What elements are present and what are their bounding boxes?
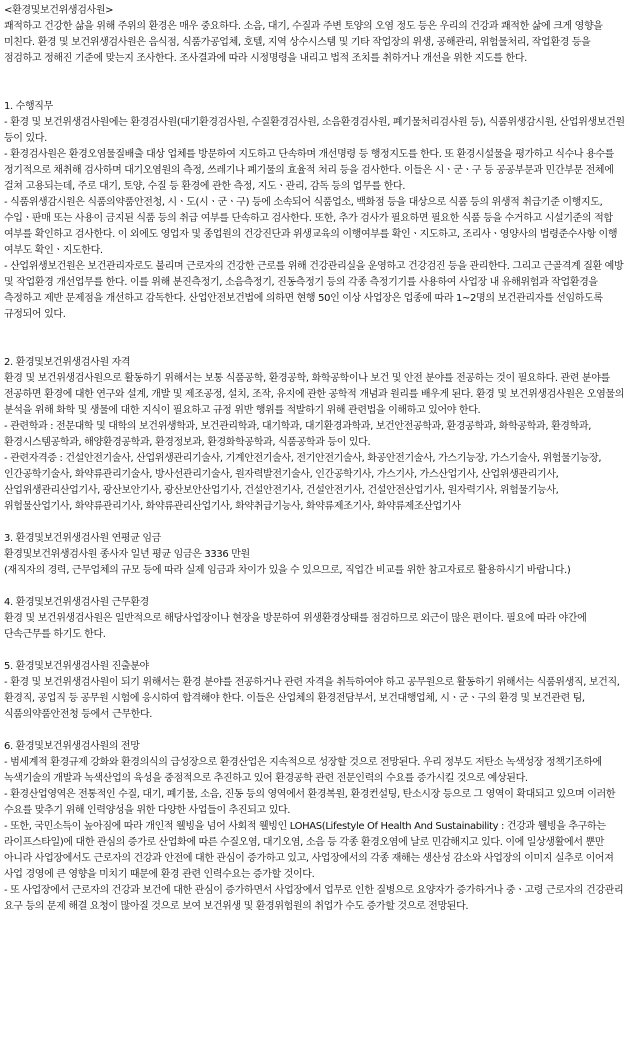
spacer — [4, 67, 626, 83]
section-heading-outlook: 6. 환경및보건위생검사원의 전망 — [4, 741, 140, 752]
outlook-paragraph: - 환경산업영역은 전통적인 수질, 대기, 폐기물, 소음, 진동 등의 영역에서 환경복원, 환경컨설팅, 탄소시장 등으로 그 영역이 확대되고 있으며 이러한 수요를 맞추기 위해 인력양성을 위한 다양한 사업들이 추진되고 있다. — [4, 789, 616, 816]
duties-paragraph: - 산업위생보건원은 보건관리자로도 불리며 근로자의 건강한 근로를 위해 건강관리실을 운영하고 건강검진 등을 관리한다. 그리고 근골격계 질환 예방 및 작업환경 개선업무를 한다. 이를 위해 분진측정기, 소음측정기, 진동측정기 등의 각종 측정기기를 사용하여 사업장 내 유해위험과 작업환경을 측정하고 제반 문제점을 개선하고 감독한다. 산업안전보건법에 의하면 현행 50인 이상 사업장은 업종에 따라 1~2명의 보건관리자를 선임하도록 규정되어 있다. — [4, 261, 624, 320]
outlook-paragraph: - 또한, 국민소득이 높아짐에 따라 개인적 웰빙을 넘어 사회적 웰빙인 LOHAS(Lifestyle Of Health And Sustainability : 건강과 웰빙을 추구하는 라이프스타일)에 대한 관심의 증가로 산업화에 따른 수질오염, 대기오염, 소음 등 각종 환경오염에 날로 민감해지고 있다. 이에 일상생활에서 뿐만 아니라 사업장에서도 근로자의 건강과 안전에 대한 관심이 증가하고 있고, 사업장에서의 각종 재해는 생산성 감소와 사업장의 이미지 실추로 이어져 사업 경영에 큰 영향을 미치기 때문에 환경 관련 인력수요는 증가할 것이다. — [4, 821, 614, 880]
career-fields-paragraph: - 환경 및 보건위생검사원이 되기 위해서는 환경 분야를 전공하거나 관련 자격을 취득하여야 하고 공무원으로 활동하기 위해서는 식품위생직, 보건직, 환경직, 공업직 등 공무원 시험에 응시하여 합격해야 한다. 이들은 산업체의 환경전담부서, 보건대행업체, 시ㆍ군ㆍ구의 환경 및 보건관련 팀, 식품의약품안전청 등에서 근무한다. — [4, 677, 620, 720]
duties-paragraph: - 식품위생감시원은 식품의약품안전청, 시ㆍ도(시ㆍ군ㆍ구) 등에 소속되어 식품업소, 백화점 등을 대상으로 식품 등의 위생적 취급기준 이행지도, 수입ㆍ판매 또는 사용이 금지된 식품 등의 취급 여부를 단속하고 검사한다. 또한, 추가 검사가 필요하면 필요한 식품 등을 수거하고 시설기준의 적합 여부를 확인하고 검사한다. 이 외에도 영업자 및 종업원의 건강진단과 위생교육의 이행여부를 확인ㆍ지도하고, 조리사ㆍ영양사의 법령준수사항 이행 여부도 확인ㆍ지도한다. — [4, 197, 618, 256]
section-heading-duties: 1. 수행직무 — [4, 101, 53, 112]
duties-paragraph: - 환경 및 보건위생검사원에는 환경검사원(대기환경검사원, 수질환경검사원, 소음환경검사원, 폐기물처리검사원 등), 식품위생감시원, 산업위생보건원 등이 있다. — [4, 117, 625, 144]
outlook-paragraph: - 범세계적 환경규제 강화와 환경의식의 급성장으로 환경산업은 지속적으로 성장할 것으로 전망된다. 우리 정부도 저탄소 녹색성장 정책기조하에 녹색기술의 개발과 녹색산업의 육성을 중점적으로 추진하고 있어 환경공학 관련 전문인력의 수요를 증가시킬 것으로 예상된다. — [4, 757, 602, 784]
qualifications-paragraph: 환경 및 보건위생검사원으로 활동하기 위해서는 보통 식품공학, 환경공학, 화학공학이나 보건 및 안전 분야를 전공하는 것이 필요하다. 관련 분야를 전공하면 환경에 대한 연구와 설계, 개발 및 제조공정, 설치, 조작, 유지에 관한 공학적 개념과 원리를 배우게 된다. 환경 및 보건위생검사원은 오염물의 분석을 위해 화학 및 생물에 대한 지식이 필요하고 규정 위반 행위를 적발하기 위해 관련법을 이해하고 있어야 한다. — [4, 373, 625, 416]
related-certificates-paragraph: - 관련자격증 : 건설안전기술사, 산업위생관리기술사, 기계안전기술사, 전기안전기술사, 화공안전기술사, 가스기능장, 가스기술사, 위험물기능장, 인간공학기술사, 화약류관리기술사, 방사선관리기술사, 원자력발전기술사, 인간공학기사, 가스기사, 가스산업기사, 산업위생관리기사, 산업위생관리산업기사, 광산보안기사, 광산보안산업기사, 건설안전기사, 건설안전기사, 건설안전산업기사, 원자력기사, 위험물기능사, 위험물산업기사, 화약류관리기사, 화약류관리산업기사, 화약취급기능사, 화약류제조기사, 화약류제조산업기사 — [4, 453, 602, 512]
spacer — [4, 323, 626, 339]
section-heading-work-environment: 4. 환경및보건위생검사원 근무환경 — [4, 597, 149, 608]
spacer — [4, 643, 626, 659]
spacer — [4, 579, 626, 595]
related-majors-paragraph: - 관련학과 : 전문대학 및 대학의 보건위생학과, 보건관리학과, 대기학과, 대기환경과학과, 보건안전공학과, 환경공학과, 화학공학과, 환경학과, 환경시스템공학과, 해양환경공학과, 환경정보과, 환경화학공학과, 식품공학과 등이 있다. — [4, 421, 592, 448]
section-heading-career-fields: 5. 환경및보건위생검사원 진출분야 — [4, 661, 149, 672]
work-environment-paragraph: 환경 및 보건위생검사원은 일반적으로 해당사업장이나 현장을 방문하여 위생환경상태를 점검하므로 외근이 많은 편이다. 필요에 따라 야간에 단속근무를 하기도 한다. — [4, 613, 587, 640]
spacer — [4, 515, 626, 531]
intro-paragraph: 쾌적하고 건강한 삶을 위해 주위의 환경은 매우 중요하다. 소음, 대기, 수질과 주변 토양의 오염 정도 등은 우리의 건강과 쾌적한 삶에 크게 영향을 미친다. 환경 및 보건위생검사원은 음식점, 식품가공업체, 호텔, 지역 상수시스템 및 기타 작업장의 위생, 공해관리, 위험물처리, 작업환경 등을 점검하고 정해진 기준에 맞는지 조사한다. 조사결과에 따라 시정명령을 내리고 법적 조치를 취하거나 개선을 위한 지도를 한다. — [4, 21, 603, 64]
section-heading-qualifications: 2. 환경및보건위생검사원 자격 — [4, 357, 131, 368]
salary-note: (재직자의 경력, 근무업체의 규모 등에 따라 실제 임금과 차이가 있을 수 있으므로, 직업간 비교를 위한 참고자료로 활용하시기 바랍니다.) — [4, 565, 571, 576]
section-heading-salary: 3. 환경및보건위생검사원 연평균 임금 — [4, 533, 161, 544]
spacer — [4, 83, 626, 99]
outlook-paragraph: - 또 사업장에서 근로자의 건강과 보건에 대한 관심이 증가하면서 사업장에서 업무로 인한 질병으로 요양자가 증가하거나 중ㆍ고령 근로자의 건강관리 요구 등의 문제 해결 요청이 많아질 것으로 보여 보건위생 및 환경위험원의 취업가 수도 증가할 것으로 전망된다. — [4, 885, 624, 912]
spacer — [4, 723, 626, 739]
spacer — [4, 339, 626, 355]
document-title: <환경및보건위생검사원> — [4, 5, 114, 16]
salary-paragraph: 환경및보건위생검사원 종사자 일년 평균 임금은 3336 만원 — [4, 549, 250, 560]
duties-paragraph: - 환경검사원은 환경오염물질배출 대상 업체를 방문하여 지도하고 단속하며 개선명령 등 행정지도를 한다. 또 환경시설물을 평가하고 식수나 용수를 정기적으로 채취해 검사하며 대기오염원의 측정, 쓰레기나 폐기물의 효율적 처리 등을 검사한다. 이들은 시ㆍ군ㆍ구 등 공공부문과 민간부문 전체에 걸쳐 고용되는데, 주로 대기, 토양, 수질 등 환경에 관한 측정, 지도ㆍ관리, 감독 등의 업무를 한다. — [4, 149, 614, 192]
